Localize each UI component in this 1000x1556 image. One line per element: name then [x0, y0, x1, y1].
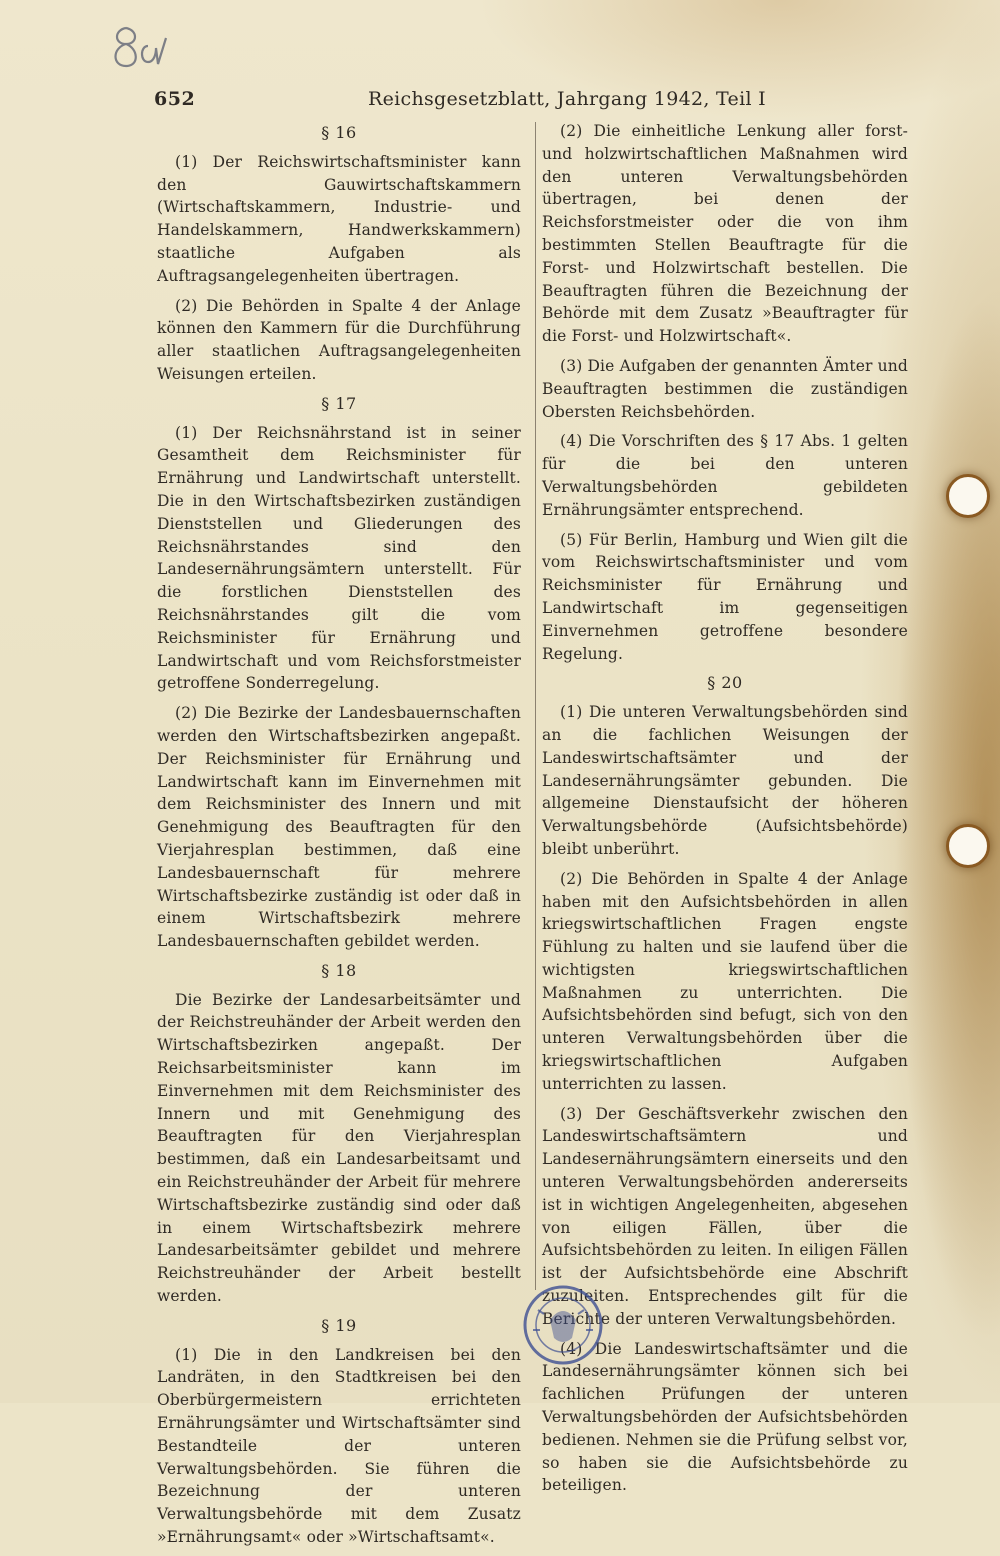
paragraph: (2) Die Behörden in Spalte 4 der Anlage können den Kammern für die Durchführung aller staatlichen Auftragsangelegenheiten Weisungen erteilen. — [157, 296, 521, 383]
paragraph: (5) Für Berlin, Hamburg und Wien gilt die vom Reichswirtschaftsminister und vom Reichsminister für Ernährung und Landwirtschaft im gegenseitigen Einvernehmen getroffene besondere Regelung. — [542, 530, 908, 663]
section-heading: § 17 — [321, 393, 357, 413]
handwritten-note-graphic — [104, 18, 174, 78]
paragraph: (2) Die Behörden in Spalte 4 der Anlage haben mit den Aufsichtsbehörden in allen kriegswirtschaftlichen Fragen engste Fühlung zu halten und sie laufend über die wichtigsten kriegswirtschaftlichen Maßnahmen zu unterrichten. Die Aufsichtsbehörden sind befugt, sich von den unteren Verwaltungsbehörden über die kriegswirtschaftlichen Aufgaben unterrichten zu lassen. — [542, 869, 908, 1093]
page-number: 652 — [154, 88, 196, 110]
section-heading: § 16 — [321, 123, 357, 142]
punch-hole-lower — [946, 824, 990, 868]
column-divider — [535, 122, 536, 1290]
paragraph: (2) Die Bezirke der Landesbauernschaften werden den Wirtschaftsbezirken angepaßt. Der Reichsminister für Ernährung und Landwirtschaft kann im Einvernehmen mit dem Reichsminister des Innern und mit Genehmigung des Beauftragten für den Vierjahresplan bestimmen, daß eine Landesbauernschaft für mehrere Wirtschaftsbezirke zuständig ist oder daß in einem Wirtschaftsbezirk mehrere Landesbauernschaften gebildet werden. — [157, 704, 521, 951]
paragraph: (2) Die einheitliche Lenkung aller forst- und holzwirtschaftlichen Maßnahmen wird den unteren Verwaltungsbehörden übertragen, bei denen der Reichsforstmeister oder die von ihm bestimmten Stellen Beauftragte für die Forst- und Holzwirtschaft bestellen. Die Beauftragten führen die Bezeichnung der Behörde mit dem Zusatz »Beauftragter für die Forst- und Holzwirtschaft«. — [542, 122, 908, 346]
page-header — [154, 88, 904, 118]
paragraph: (3) Die Aufgaben der genannten Ämter und Beauftragten bestimmen die zuständigen Obersten Reichsbehörden. — [542, 356, 908, 421]
running-title: Reichsgesetzblatt, Jahrgang 1942, Teil I — [368, 88, 766, 110]
left-column — [157, 120, 521, 1556]
paragraph: (3) Der Geschäftsverkehr zwischen den Landeswirtschaftsämtern und Landesernährungsämtern einerseits und den unteren Verwaltungsbehörden andererseits ist in wichtigen Angelegenheiten, abgesehen von eiligen Fällen, über die Aufsichtsbehörden zu leiten. In eiligen Fällen ist der Aufsichtsbehörde eine Abschrift zuzuleiten. Entsprechendes gilt für die Berichte der unteren Verwaltungsbehörden. — [542, 1104, 908, 1328]
section-heading: § 20 — [707, 673, 743, 693]
section-heading: § 19 — [321, 1315, 357, 1335]
paragraph: Die Bezirke der Landesarbeitsämter und der Reichstreuhänder der Arbeit werden den Wirtschaftsbezirken angepaßt. Der Reichsarbeitsminister kann im Einvernehmen mit dem Reichsminister des Innern und mit Genehmigung des Beauftragten für den Vierjahresplan bestimmen, daß ein Landesarbeitsamt und ein Reichstreuhänder der Arbeit für mehrere Wirtschaftsbezirke zuständig sind oder daß in einem Wirtschaftsbezirk mehrere Landesarbeitsämter gebildet und mehrere Reichstreuhänder der Arbeit bestellt werden. — [157, 990, 521, 1306]
paragraph: (4) Die Vorschriften des § 17 Abs. 1 gelten für die bei den unteren Verwaltungsbehörden gebildeten Ernährungsämter entsprechend. — [542, 432, 908, 519]
paragraph: (1) Die in den Landkreisen bei den Landräten, in den Stadtkreisen bei den Oberbürgermeistern errichteten Ernährungsämter und Wirtschaftsämter sind Bestandteile der unteren Verwaltungsbehörden. Sie führen die Bezeichnung der unteren Verwaltungsbehörde mit dem Zusatz »Ernährungsamt« oder »Wirtschaftsamt«. — [157, 1345, 521, 1547]
paragraph: (1) Der Reichswirtschaftsminister kann den Gauwirtschaftskammern (Wirtschaftskammern, Industrie- und Handelskammern, Handwerkskammern) staatliche Aufgaben als Auftragsangelegenheiten übertragen. — [157, 152, 521, 285]
section-heading: § 18 — [321, 960, 357, 980]
archive-stamp-seal — [518, 1280, 608, 1370]
paragraph: (1) Die unteren Verwaltungsbehörden sind an die fachlichen Weisungen der Landeswirtschaftsämter und der Landesernährungsämter gebunden. Die allgemeine Dienstaufsicht der höheren Verwaltungsbehörde (Aufsichtsbehörde) bleibt unberührt. — [542, 703, 908, 858]
paragraph: (4) Die Landeswirtschaftsämter und die Landesernährungsämter können sich bei fachlichen Prüfungen der unteren Verwaltungsbehörden der Aufsichtsbehörden bedienen. Nehmen sie die Prüfung selbst vor, so haben sie die Aufsichtsbehörde zu beteiligen. — [542, 1339, 908, 1495]
punch-hole-upper — [946, 474, 990, 518]
paragraph: (1) Der Reichsnährstand ist in seiner Gesamtheit dem Reichsminister für Ernährung und Landwirtschaft unterstellt. Die in den Wirtschaftsbezirken zuständigen Dienststellen und Gliederungen des Reichsnährstandes sind den Landesernährungsämtern unterstellt. Für die forstlichen Dienststellen des Reichsnährstandes gilt die vom Reichsminister für Ernährung und Landwirtschaft und vom Reichsforstmeister getroffene Sonderregelung. — [157, 423, 521, 693]
